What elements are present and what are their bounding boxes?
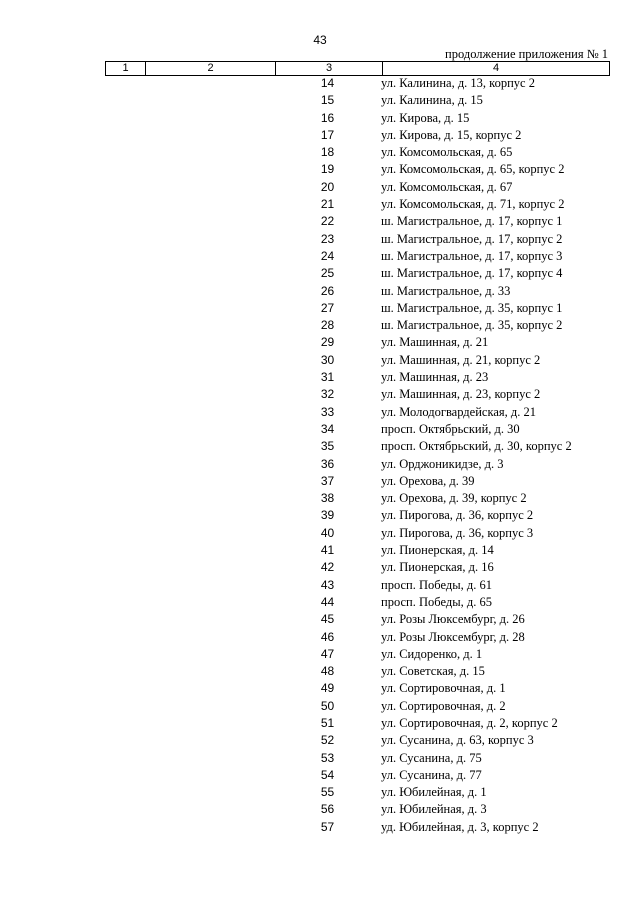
table-row	[0, 370, 640, 387]
row-address: ш. Магистральное, д. 17, корпус 2	[381, 231, 563, 246]
row-number: 16	[320, 110, 335, 125]
row-address: ул. Орехова, д. 39, корпус 2	[381, 491, 527, 506]
row-number: 42	[320, 560, 335, 575]
row-number: 47	[320, 646, 335, 661]
table-row	[0, 733, 640, 750]
table-row	[0, 335, 640, 352]
row-number: 24	[320, 248, 335, 263]
row-address: просп. Октябрьский, д. 30	[381, 421, 520, 436]
row-address: просп. Победы, д. 65	[381, 594, 492, 609]
row-number: 14	[320, 76, 335, 90]
table-header	[105, 61, 610, 76]
row-address: ул. Комсомольская, д. 67	[381, 179, 513, 194]
table-row	[0, 405, 640, 422]
row-address: ш. Магистральное, д. 33	[381, 283, 511, 298]
row-address: ул. Орехова, д. 39	[381, 473, 475, 488]
row-address: ул. Юбилейная, д. 1	[381, 785, 487, 800]
table-row	[0, 162, 640, 179]
table-row	[0, 699, 640, 716]
row-address: ш. Магистральное, д. 17, корпус 3	[381, 248, 563, 263]
table-row	[0, 111, 640, 128]
table-row	[0, 681, 640, 698]
row-address: ул. Розы Люксембург, д. 28	[381, 629, 525, 644]
row-number: 52	[320, 733, 335, 748]
row-address: ул. Машинная, д. 21	[381, 335, 489, 350]
table-row	[0, 93, 640, 110]
row-address: ул. Розы Люксембург, д. 26	[381, 612, 525, 627]
table-row	[0, 768, 640, 785]
table-row	[0, 664, 640, 681]
row-number: 19	[320, 162, 335, 177]
table-row	[0, 353, 640, 370]
row-number: 49	[320, 681, 335, 696]
table-row	[0, 820, 640, 837]
row-address: ул. Сусанина, д. 63, корпус 3	[381, 733, 534, 748]
row-address: ул. Машинная, д. 23, корпус 2	[381, 387, 541, 402]
row-address: ул. Советская, д. 15	[381, 664, 485, 679]
row-number: 18	[320, 145, 335, 160]
row-number: 39	[320, 508, 335, 523]
table-row	[0, 526, 640, 543]
table-row	[0, 647, 640, 664]
row-address: ш. Магистральное, д. 17, корпус 1	[381, 214, 563, 229]
row-number: 48	[320, 664, 335, 679]
table-body	[0, 76, 640, 837]
row-number: 30	[320, 352, 335, 367]
row-number: 51	[320, 715, 335, 730]
row-number: 57	[320, 819, 335, 834]
table-row	[0, 716, 640, 733]
row-address: ул. Машинная, д. 23	[381, 370, 489, 385]
row-address: ул. Комсомольская, д. 65, корпус 2	[381, 162, 565, 177]
row-address: ш. Магистральное, д. 17, корпус 4	[381, 266, 563, 281]
row-number: 20	[320, 179, 335, 194]
row-number: 56	[320, 802, 335, 817]
table-row	[0, 318, 640, 335]
row-address: ул. Комсомольская, д. 71, корпус 2	[381, 197, 565, 212]
header-cell-3: 3	[276, 62, 383, 75]
row-address: ул. Калинина, д. 13, корпус 2	[381, 76, 535, 90]
row-number: 15	[320, 93, 335, 108]
table-row	[0, 145, 640, 162]
row-number: 35	[320, 439, 335, 454]
table-row	[0, 491, 640, 508]
row-number: 45	[320, 612, 335, 627]
row-number: 53	[320, 750, 335, 765]
table-row	[0, 180, 640, 197]
row-number: 22	[320, 214, 335, 229]
row-address: ул. Сусанина, д. 77	[381, 767, 482, 782]
header-cell-4: 4	[492, 62, 500, 74]
row-address: ул. Пирогова, д. 36, корпус 2	[381, 508, 534, 523]
row-number: 31	[320, 370, 335, 385]
table-row	[0, 630, 640, 647]
row-address: ул. Пионерская, д. 16	[381, 560, 494, 575]
row-address: ул. Орджоникидзе, д. 3	[381, 456, 504, 471]
continuation-label: продолжение приложения № 1	[445, 47, 608, 61]
table-row	[0, 751, 640, 768]
row-address: ул. Пионерская, д. 14	[381, 543, 494, 558]
header-cell-2: 2	[146, 62, 276, 75]
row-number: 34	[320, 421, 335, 436]
table-row	[0, 543, 640, 560]
table-row	[0, 578, 640, 595]
table-row	[0, 284, 640, 301]
table-row	[0, 612, 640, 629]
row-number: 50	[320, 698, 335, 713]
row-address: ул. Калинина, д. 15	[381, 93, 483, 108]
table-row	[0, 214, 640, 231]
row-address: ул. Сортировочная, д. 2, корпус 2	[381, 715, 558, 730]
row-address: ул. Кирова, д. 15	[381, 110, 470, 125]
row-address: ул. Комсомольская, д. 65	[381, 145, 513, 160]
row-number: 55	[320, 785, 335, 800]
table-row	[0, 474, 640, 491]
table-row	[0, 785, 640, 802]
table-row	[0, 197, 640, 214]
row-number: 23	[320, 231, 335, 246]
table-row	[0, 439, 640, 456]
row-number: 32	[320, 387, 335, 402]
row-address: ул. Сидоренко, д. 1	[381, 646, 483, 661]
row-number: 43	[320, 577, 335, 592]
row-address: ул. Молодогвардейская, д. 21	[381, 404, 536, 419]
table-row	[0, 802, 640, 819]
page-number: 43	[313, 33, 327, 47]
table-row	[0, 301, 640, 318]
row-number: 38	[320, 491, 335, 506]
row-address: ул. Пирогова, д. 36, корпус 3	[381, 525, 534, 540]
row-address: уд. Юбилейная, д. 3, корпус 2	[381, 819, 539, 834]
header-cell-1: 1	[106, 62, 146, 75]
table-row	[0, 76, 640, 93]
row-number: 40	[320, 525, 335, 540]
row-number: 17	[320, 127, 335, 142]
row-number: 29	[320, 335, 335, 350]
row-address: ул. Сортировочная, д. 2	[381, 698, 506, 713]
row-number: 46	[320, 629, 335, 644]
table-row	[0, 266, 640, 283]
row-number: 26	[320, 283, 335, 298]
table-row	[0, 595, 640, 612]
row-number: 27	[320, 300, 335, 315]
row-number: 33	[320, 404, 335, 419]
table-row	[0, 232, 640, 249]
table-row	[0, 457, 640, 474]
table-row	[0, 128, 640, 145]
row-number: 36	[320, 456, 335, 471]
row-address: ш. Магистральное, д. 35, корпус 2	[381, 318, 563, 333]
row-address: ул. Кирова, д. 15, корпус 2	[381, 127, 522, 142]
table-row	[0, 387, 640, 404]
table-row	[0, 422, 640, 439]
row-address: просп. Октябрьский, д. 30, корпус 2	[381, 439, 572, 454]
row-number: 37	[320, 473, 335, 488]
row-number: 21	[320, 197, 335, 212]
row-number: 25	[320, 266, 335, 281]
row-address: ул. Сортировочная, д. 1	[381, 681, 506, 696]
row-address: ул. Юбилейная, д. 3	[381, 802, 487, 817]
table-row	[0, 560, 640, 577]
table-row	[0, 508, 640, 525]
row-number: 44	[320, 594, 335, 609]
row-address: ш. Магистральное, д. 35, корпус 1	[381, 300, 563, 315]
row-address: ул. Машинная, д. 21, корпус 2	[381, 352, 541, 367]
row-address: просп. Победы, д. 61	[381, 577, 492, 592]
row-number: 54	[320, 767, 335, 782]
row-address: ул. Сусанина, д. 75	[381, 750, 482, 765]
row-number: 41	[320, 543, 335, 558]
table-row	[0, 249, 640, 266]
row-number: 28	[320, 318, 335, 333]
